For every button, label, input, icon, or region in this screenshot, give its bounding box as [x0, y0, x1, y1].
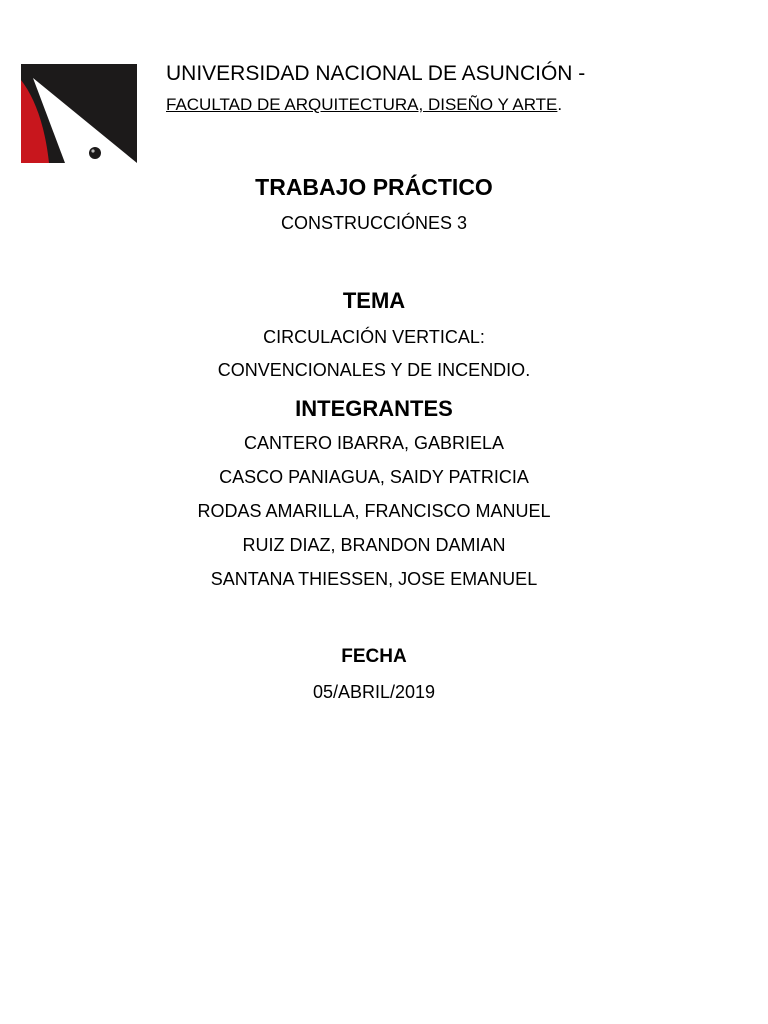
subject-name: CONSTRUCCIÓNES 3	[280, 213, 468, 233]
faculty-name	[166, 94, 746, 116]
date-heading: FECHA	[341, 646, 407, 667]
members-block	[0, 395, 748, 591]
member-name: CANTERO IBARRA, GABRIELA	[243, 433, 505, 453]
topic-line-2: CONVENCIONALES Y DE INCENDIO.	[217, 360, 531, 380]
faculty-logo	[21, 64, 137, 163]
faculty-logo-icon	[21, 64, 137, 163]
topic-line-1: CIRCULACIÓN VERTICAL:	[263, 327, 485, 347]
members-heading: INTEGRANTES	[295, 396, 453, 421]
faculty-trailing: .	[557, 95, 563, 114]
university-name: UNIVERSIDAD NACIONAL DE ASUNCIÓN -	[166, 62, 586, 85]
work-title: TRABAJO PRÁCTICO	[255, 174, 493, 200]
topic-heading: TEMA	[342, 288, 406, 313]
work-title-block	[0, 172, 748, 235]
document-header	[166, 60, 746, 116]
date-block	[0, 645, 748, 704]
topic-block	[0, 287, 748, 382]
member-name: SANTANA THIESSEN, JOSE EMANUEL	[210, 569, 538, 589]
member-name: CASCO PANIAGUA, SAIDY PATRICIA	[219, 467, 529, 487]
faculty-link: FACULTAD DE ARQUITECTURA, DISEÑO Y ARTE	[166, 95, 558, 114]
date-value: 05/ABRIL/2019	[312, 682, 436, 702]
member-name: RODAS AMARILLA, FRANCISCO MANUEL	[197, 501, 551, 521]
member-name: RUIZ DIAZ, BRANDON DAMIAN	[242, 535, 506, 555]
